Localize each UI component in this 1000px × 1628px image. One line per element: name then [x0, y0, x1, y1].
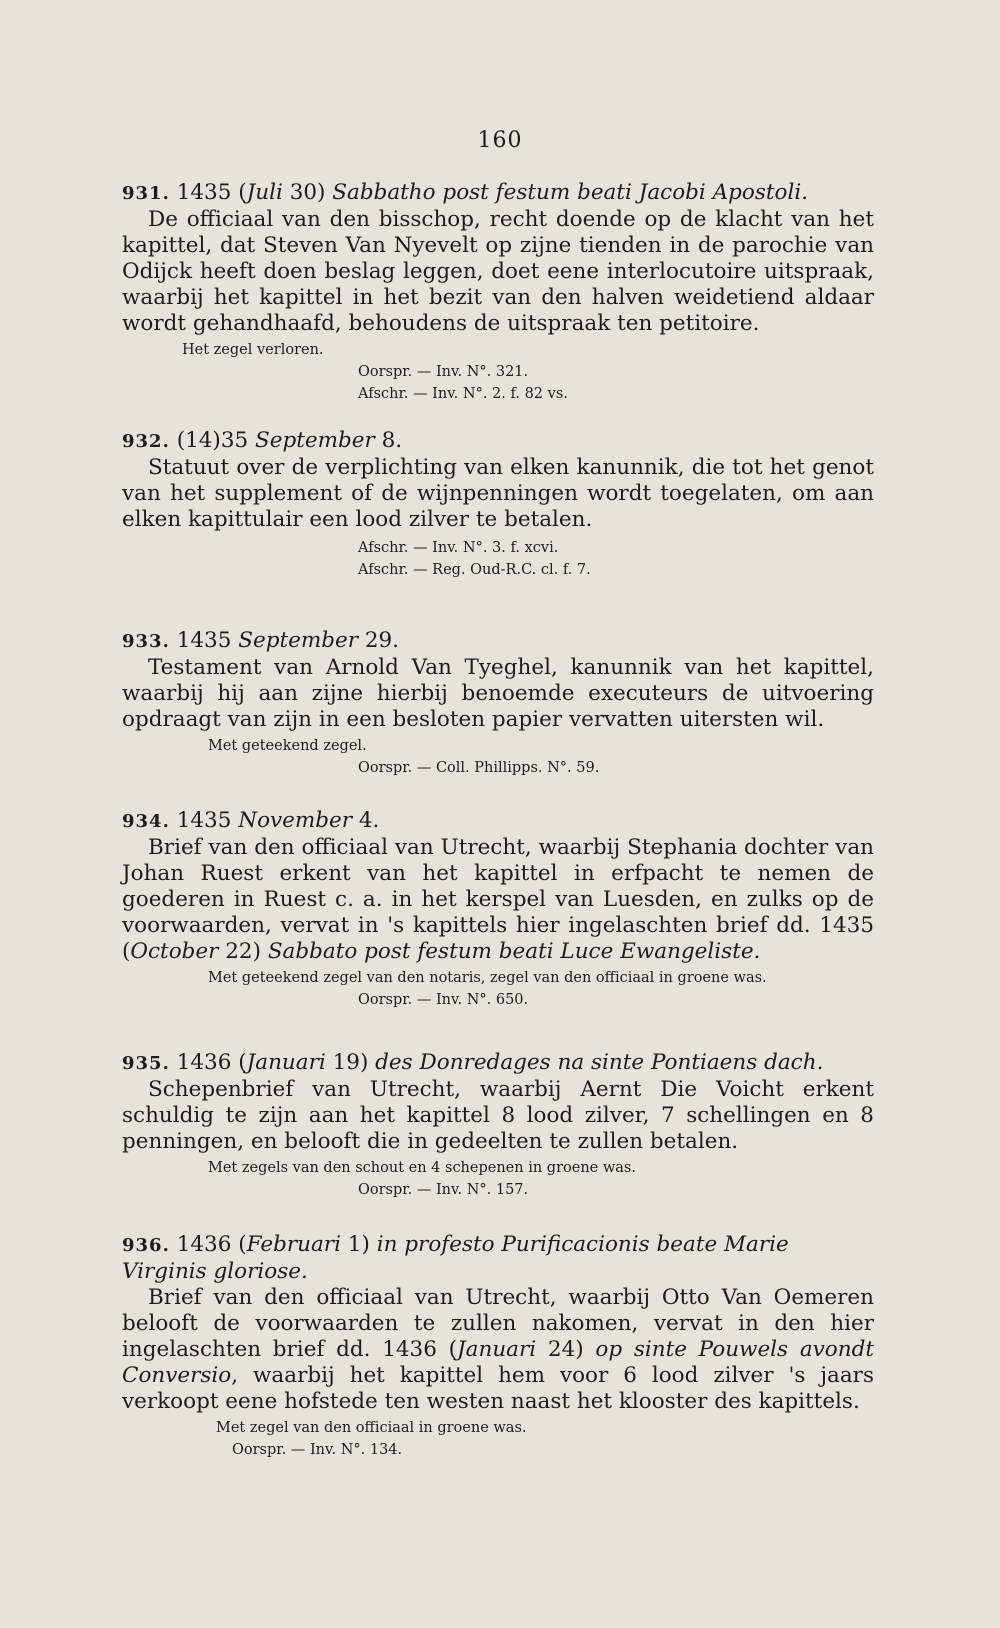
entry-heading: 931. 1435 (Juli 30) Sabbatho post festum beati Jacobi Apostoli. [122, 180, 809, 205]
seal-note: Het zegel verloren. [182, 342, 324, 358]
source-line: Oorspr. — Inv. N°. 321. [358, 364, 529, 380]
entry-number: 936. [122, 1235, 170, 1256]
entry-body: Testament van Arnold Van Tyeghel, kanunnik van het kapittel, waarbij hij aan zijne hierbij benoemde executeurs de uitvoering opdraagt van zijn in een besloten papier vervatten uitersten wil. [122, 655, 874, 732]
entry-body: Schepenbrief van Utrecht, waarbij Aernt Die Voicht erkent schuldig te zijn aan het kapittel 8 lood zilver, 7 schellingen en 8 penningen, en belooft die in gedeelten te zullen betalen. [122, 1077, 874, 1154]
entry-934 [122, 808, 874, 1011]
entry-935 [122, 1050, 874, 1201]
entry-heading: 932. (14)35 September 8. [122, 428, 403, 453]
entry-number: 932. [122, 431, 170, 452]
entry-heading: 935. 1436 (Januari 19) des Donredages na sinte Pontiaens dach. [122, 1050, 824, 1075]
source-line: Afschr. — Inv. N°. 3. f. xcvi. [358, 540, 559, 556]
entry-number: 935. [122, 1053, 170, 1074]
seal-note: Met geteekend zegel van den notaris, zegel van den officiaal in groene was. [208, 970, 767, 986]
entry-932 [122, 428, 874, 581]
page-number: 160 [477, 128, 523, 153]
entry-heading: 936. 1436 (Februari 1) in profesto Purificacionis beate Marie Virginis gloriose. [122, 1232, 789, 1284]
source-line: Oorspr. — Inv. N°. 134. [232, 1442, 403, 1458]
seal-note: Met geteekend zegel. [208, 738, 367, 754]
entry-933 [122, 628, 874, 779]
source-line: Afschr. — Inv. N°. 2. f. 82 vs. [358, 386, 568, 402]
entry-heading: 933. 1435 September 29. [122, 628, 400, 653]
entry-number: 931. [122, 183, 170, 204]
source-line: Oorspr. — Inv. N°. 157. [358, 1182, 529, 1198]
entry-body: De officiaal van den bisschop, recht doende op de klacht van het kapittel, dat Steven Van Nyevelt op zijne tienden in de parochie van Odijck heeft doen beslag leggen, doet eene interlocutoire uitspraak, waarbij het kapittel in het bezit van den halven weidetiend aldaar wordt gehandhaafd, behoudens de uitspraak ten petitoire. [122, 207, 874, 336]
entry-body: Brief van den officiaal van Utrecht, waarbij Stephania dochter van Johan Ruest erkent van het kapittel in erfpacht te nemen de goederen in Ruest c. a. in het kerspel van Luesden, en zulks op de voorwaarden, vervat in 's kapittels hier ingelaschten brief dd. 1435 (October 22) Sabbato post festum beati Luce Ewangeliste. [122, 835, 874, 964]
entry-body: Brief van den officiaal van Utrecht, waarbij Otto Van Oemeren belooft de voorwaarden te zullen nakomen, vervat in den hier ingelaschten brief dd. 1436 (Januari 24) op sinte Pouwels avondt Conversio, waarbij het kapittel hem voor 6 lood zilver 's jaars verkoopt eene hofstede ten westen naast het klooster des kapittels. [122, 1285, 874, 1414]
entry-936 [122, 1232, 874, 1461]
source-line: Afschr. — Reg. Oud-R.C. cl. f. 7. [358, 562, 591, 578]
entry-body: Statuut over de verplichting van elken kanunnik, die tot het genot van het supplement of de wijnpenningen wordt toegelaten, om aan elken kapittulair een lood zilver te betalen. [122, 455, 874, 532]
entry-number: 934. [122, 811, 170, 832]
entry-931 [122, 180, 874, 405]
entry-heading: 934. 1435 November 4. [122, 808, 380, 833]
source-line: Oorspr. — Inv. N°. 650. [358, 992, 529, 1008]
seal-note: Met zegel van den officiaal in groene was. [216, 1420, 527, 1436]
source-line: Oorspr. — Coll. Phillipps. N°. 59. [358, 760, 600, 776]
entry-number: 933. [122, 631, 170, 652]
seal-note: Met zegels van den schout en 4 schepenen in groene was. [208, 1160, 636, 1176]
